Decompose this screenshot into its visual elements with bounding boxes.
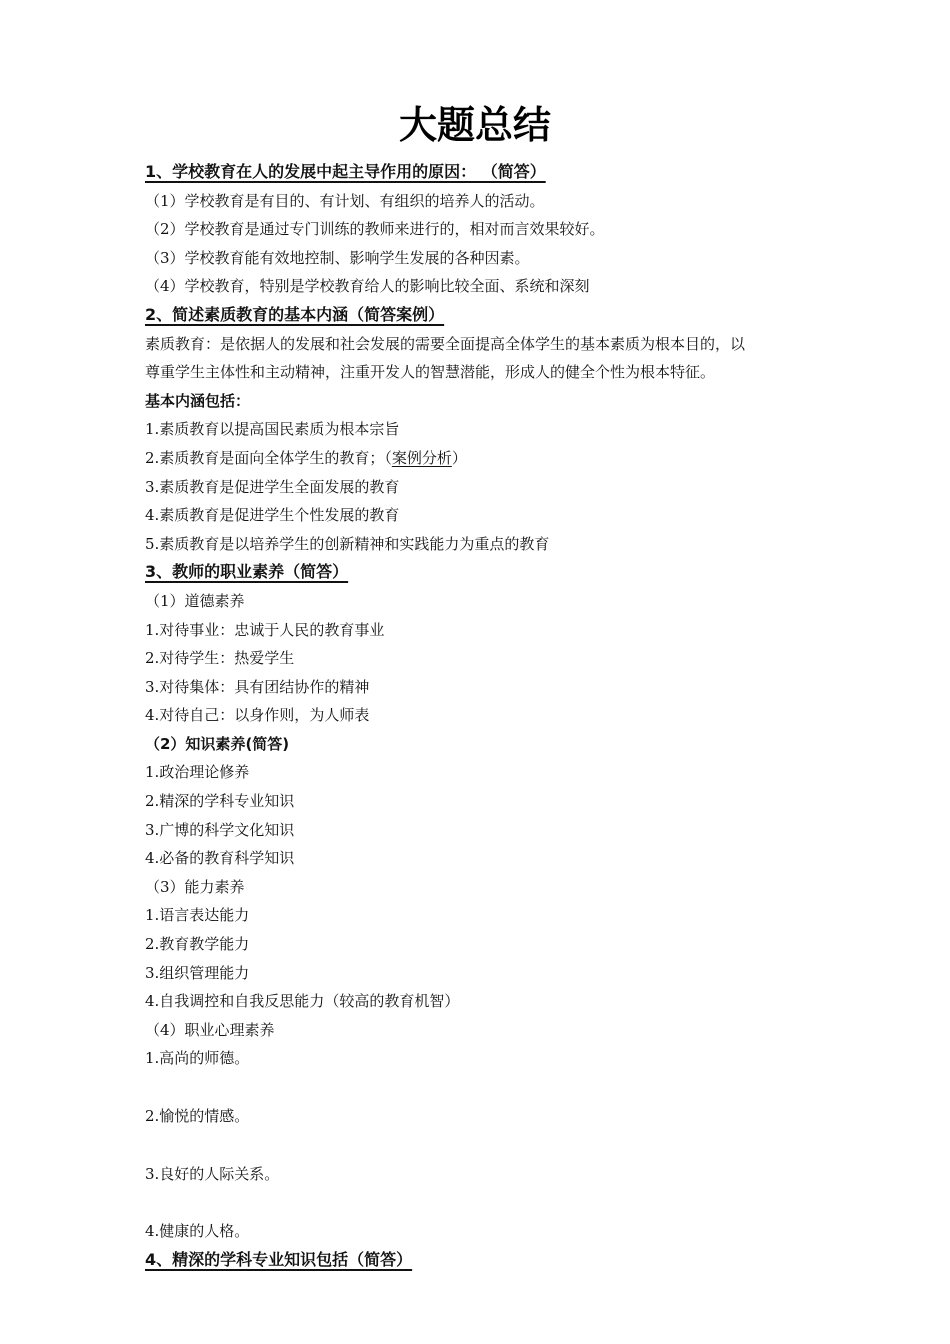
subsection-label: （4）职业心理素养	[145, 1020, 275, 1039]
document-body	[145, 158, 825, 1274]
list-item: 4.自我调控和自我反思能力（较高的教育机智）	[145, 992, 460, 1011]
list-item: 1.政治理论修养	[145, 763, 250, 782]
list-item: 5.素质教育是以培养学生的创新精神和实践能力为重点的教育	[145, 534, 550, 553]
subsection-label: （2）知识素养(简答)	[145, 734, 290, 753]
list-item: 2.素质教育是面向全体学生的教育；（案例分析）	[145, 448, 467, 467]
list-item: 2.对待学生：热爱学生	[145, 649, 295, 668]
section-1-heading: 1、学校教育在人的发展中起主导作用的原因： （简答）	[145, 162, 546, 181]
list-item: 1.语言表达能力	[145, 906, 250, 925]
document-title: 大题总结	[398, 103, 551, 147]
list-item: 4.素质教育是促进学生个性发展的教育	[145, 506, 400, 525]
list-item: 1.素质教育以提高国民素质为根本宗旨	[145, 420, 400, 439]
list-item: 4.对待自己：以身作则，为人师表	[145, 706, 370, 725]
section-4-heading: 4、精深的学科专业知识包括（简答）	[145, 1249, 413, 1269]
section-2-heading: 2、简述素质教育的基本内涵（简答案例）	[145, 304, 445, 324]
subsection-label: （3）能力素养	[145, 877, 245, 896]
list-item: （1）学校教育是有目的、有计划、有组织的培养人的活动。	[145, 191, 545, 210]
definition-line: 尊重学生主体性和主动精神，注重开发人的智慧潜能，形成人的健全个性为根本特征。	[145, 363, 716, 382]
blank-line	[145, 1131, 825, 1160]
list-item: 2.精深的学科专业知识	[145, 792, 295, 811]
list-item: （4）学校教育，特别是学校教育给人的影响比较全面、系统和深刻	[145, 277, 590, 296]
list-item: 3.良好的人际关系。	[145, 1164, 280, 1183]
list-item: 3.广博的科学文化知识	[145, 820, 295, 839]
list-item: 2.愉悦的情感。	[145, 1107, 250, 1125]
case-analysis-link[interactable]: 案例分析	[391, 448, 452, 467]
blank-line	[145, 1073, 825, 1102]
definition-line: 素质教育：是依据人的发展和社会发展的需要全面提高全体学生的基本素质为根本目的，以	[145, 334, 746, 353]
list-item: 2.教育教学能力	[145, 935, 250, 954]
list-item: 4.健康的人格。	[145, 1222, 250, 1241]
list-item: 3.素质教育是促进学生全面发展的教育	[145, 477, 400, 496]
list-item: （2）学校教育是通过专门训练的教师来进行的，相对而言效果较好。	[145, 220, 605, 239]
subsection-label: （1）道德素养	[145, 591, 245, 610]
blank-line	[145, 1188, 825, 1217]
sub-heading: 基本内涵包括：	[145, 391, 251, 410]
list-item: 3.对待集体：具有团结协作的精神	[145, 677, 370, 696]
list-item: 1.高尚的师德。	[145, 1049, 250, 1068]
section-3-heading: 3、教师的职业素养（简答）	[145, 562, 349, 582]
list-item: 1.对待事业：忠诚于人民的教育事业	[145, 620, 385, 639]
list-item: 4.必备的教育科学知识	[145, 849, 295, 868]
list-item: （3）学校教育能有效地控制、影响学生发展的各种因素。	[145, 248, 530, 267]
list-item: 3.组织管理能力	[145, 963, 250, 982]
